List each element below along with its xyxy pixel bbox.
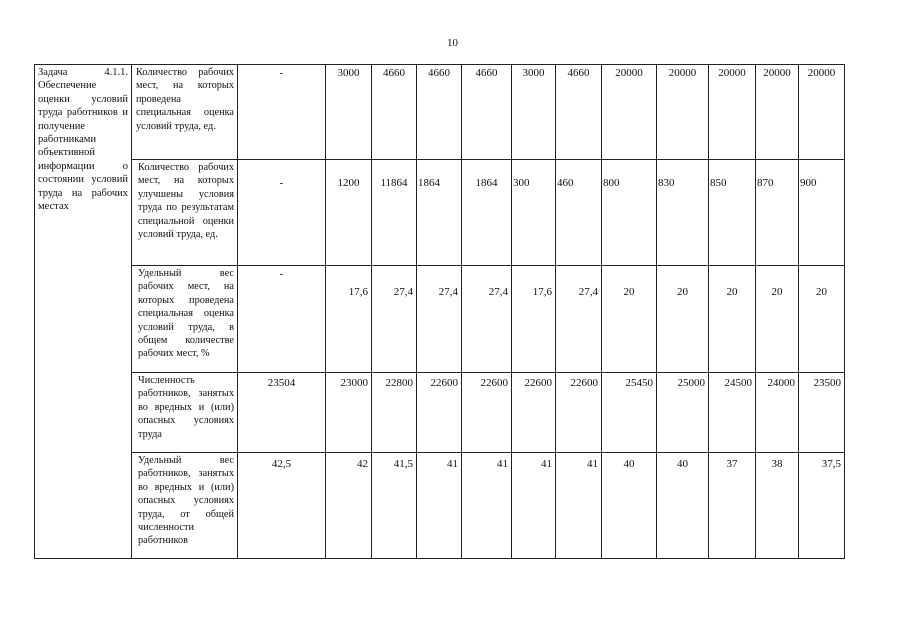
value-cell: 23500 — [799, 373, 845, 453]
value-cell: 40 — [602, 453, 657, 559]
indicator-label: Количество рабочих мест, на которых улучшены условия труда по результатам специальной оценки условий труда, ед. — [132, 160, 238, 266]
value-cell: 42,5 — [238, 453, 326, 559]
value-cell: 11864 — [372, 160, 417, 266]
value-cell: 20000 — [709, 65, 756, 160]
value-cell: 41 — [417, 453, 462, 559]
value-cell: 25450 — [602, 373, 657, 453]
value-cell: 1200 — [326, 160, 372, 266]
value-cell: 17,6 — [512, 266, 556, 373]
value-cell: 20 — [709, 266, 756, 373]
value-cell: 22800 — [372, 373, 417, 453]
value-cell: 41 — [556, 453, 602, 559]
value-cell: 1864 — [462, 160, 512, 266]
value-cell: 27,4 — [462, 266, 512, 373]
indicator-label: Численность работников, занятых во вредных и (или) опасных условиях труда — [132, 373, 238, 453]
value-cell: 830 — [657, 160, 709, 266]
value-cell: 24500 — [709, 373, 756, 453]
value-cell: 20 — [602, 266, 657, 373]
value-cell: 4660 — [462, 65, 512, 160]
value-cell: 22600 — [512, 373, 556, 453]
value-cell: 37,5 — [799, 453, 845, 559]
value-cell: - — [238, 160, 326, 266]
indicator-label: Удельный вес рабочих мест, на которых проведена специальная оценка условий труда, в общем количестве рабочих мест, % — [132, 266, 238, 373]
table-row — [35, 160, 845, 266]
value-cell: 20000 — [799, 65, 845, 160]
value-cell: 22600 — [556, 373, 602, 453]
indicator-label: Удельный вес работников, занятых во вредных и (или) опасных условиях труда, от общей численности работников — [132, 453, 238, 559]
value-cell: 300 — [512, 160, 556, 266]
value-cell: 38 — [756, 453, 799, 559]
value-cell: 42 — [326, 453, 372, 559]
value-cell: 23000 — [326, 373, 372, 453]
value-cell: 1864 — [417, 160, 462, 266]
table-row — [35, 453, 845, 559]
value-cell: 22600 — [417, 373, 462, 453]
value-cell: 37 — [709, 453, 756, 559]
value-cell: 20000 — [657, 65, 709, 160]
task-description: Задача 4.1.1. Обеспечение оценки условий труда работников и получение работниками объективной информации о состоянии условий труда на рабочих местах — [35, 65, 132, 559]
value-cell: 4660 — [372, 65, 417, 160]
value-cell: 3000 — [512, 65, 556, 160]
value-cell: 4660 — [556, 65, 602, 160]
value-cell: 870 — [756, 160, 799, 266]
value-cell: 24000 — [756, 373, 799, 453]
value-cell: 27,4 — [372, 266, 417, 373]
value-cell: 27,4 — [417, 266, 462, 373]
value-cell: 27,4 — [556, 266, 602, 373]
value-cell: 41 — [512, 453, 556, 559]
table-row — [35, 373, 845, 453]
value-cell: 40 — [657, 453, 709, 559]
value-cell: - — [238, 266, 326, 373]
value-cell: 20000 — [756, 65, 799, 160]
value-cell: 20000 — [602, 65, 657, 160]
value-cell: 800 — [602, 160, 657, 266]
value-cell: 25000 — [657, 373, 709, 453]
value-cell: 23504 — [238, 373, 326, 453]
value-cell: 900 — [799, 160, 845, 266]
value-cell: 20 — [657, 266, 709, 373]
value-cell: 17,6 — [326, 266, 372, 373]
indicator-label: Количество рабочих мест, на которых проведена специальная оценка условий труда, ед. — [132, 65, 238, 160]
indicators-table — [34, 64, 845, 559]
table-row — [35, 266, 845, 373]
value-cell: 460 — [556, 160, 602, 266]
page-number: 10 — [447, 37, 458, 49]
value-cell: 4660 — [417, 65, 462, 160]
value-cell: 41,5 — [372, 453, 417, 559]
value-cell: 20 — [756, 266, 799, 373]
value-cell: 20 — [799, 266, 845, 373]
value-cell: 3000 — [326, 65, 372, 160]
table-row — [35, 65, 845, 160]
value-cell: 850 — [709, 160, 756, 266]
value-cell: - — [238, 65, 326, 160]
value-cell: 22600 — [462, 373, 512, 453]
value-cell: 41 — [462, 453, 512, 559]
